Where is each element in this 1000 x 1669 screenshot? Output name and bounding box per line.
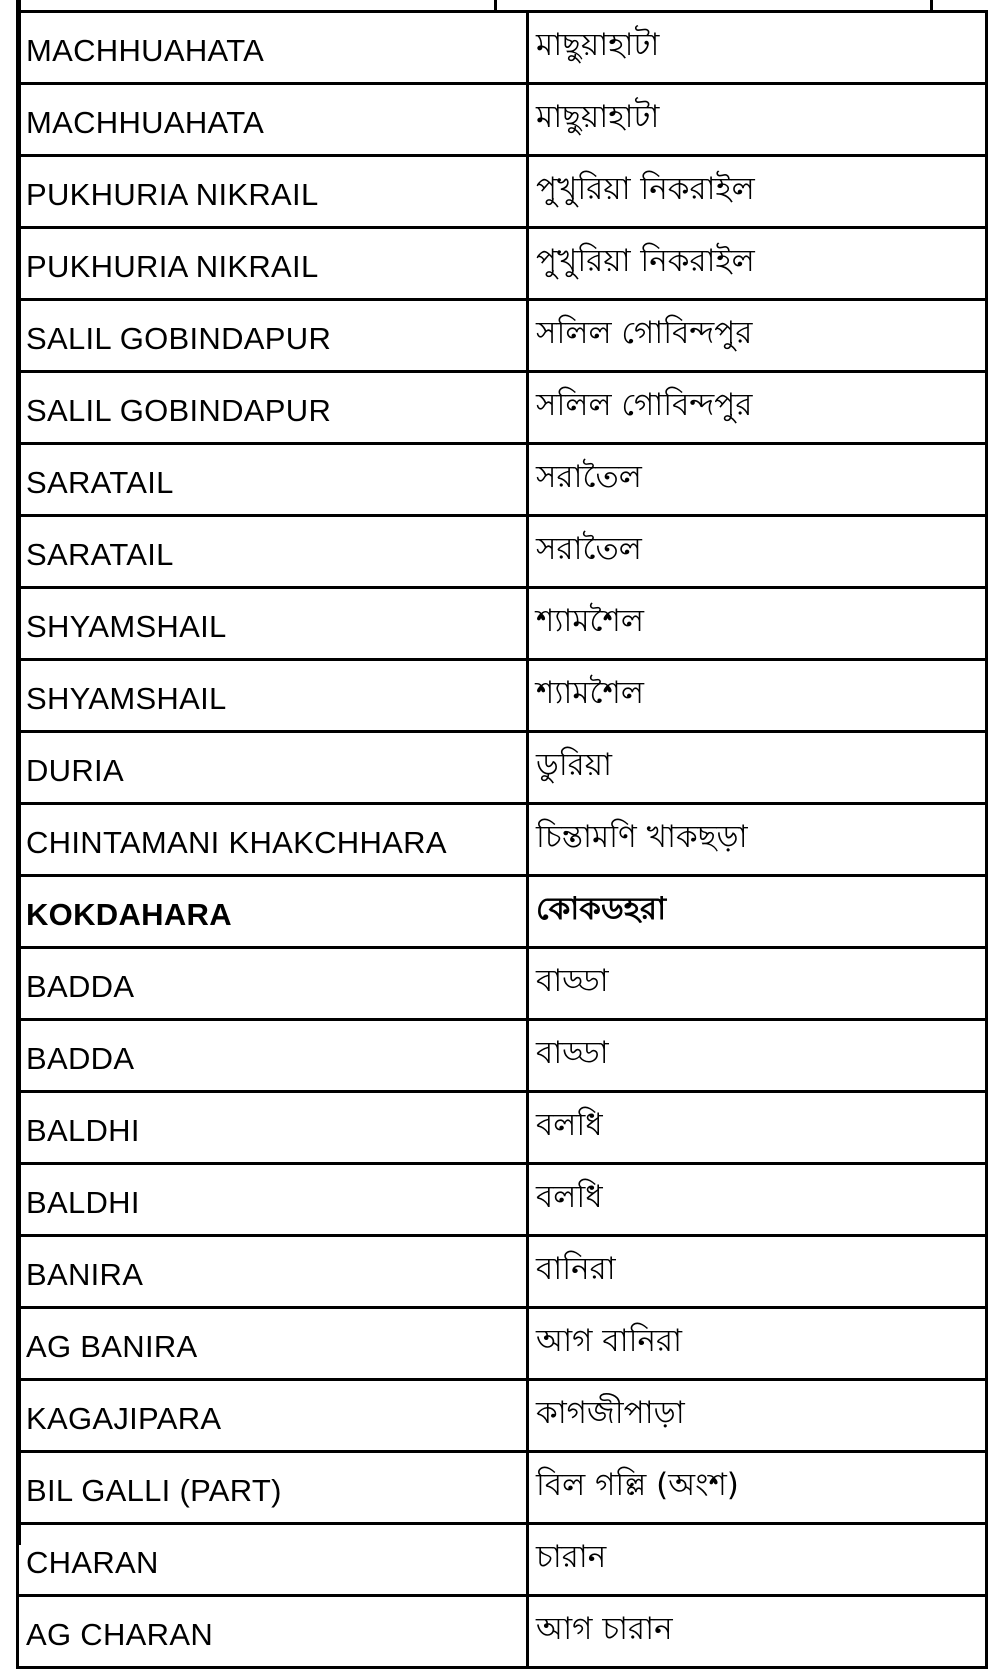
village-name-english: BALDHI — [18, 1164, 528, 1236]
village-name-bengali: আগ বানিরা — [528, 1308, 987, 1380]
table-row — [18, 1164, 987, 1236]
village-name-english: AG BANIRA — [18, 1308, 528, 1380]
village-name-bengali: মাছুয়াহাটা — [528, 84, 987, 156]
village-name-bengali: কোকডহরা — [528, 876, 987, 948]
village-name-english: SHYAMSHAIL — [18, 660, 528, 732]
table-row — [18, 948, 987, 1020]
table-row — [18, 1236, 987, 1308]
village-name-bengali: পুখুরিয়া নিকরাইল — [528, 156, 987, 228]
village-name-bengali: আগ চারান — [528, 1596, 987, 1668]
table-row — [18, 1092, 987, 1164]
table-row — [18, 660, 987, 732]
village-name-english: MACHHUAHATA — [18, 12, 528, 84]
village-name-bengali: সলিল গোবিন্দপুর — [528, 372, 987, 444]
table-row — [18, 372, 987, 444]
table-body — [18, 12, 987, 1668]
table-top-continuation — [16, 0, 988, 10]
table-row — [18, 1308, 987, 1380]
village-name-english: DURIA — [18, 732, 528, 804]
table-middle-rule — [494, 0, 497, 10]
village-name-english: PUKHURIA NIKRAIL — [18, 228, 528, 300]
village-name-bengali: সলিল গোবিন্দপুর — [528, 300, 987, 372]
village-name-bengali: মাছুয়াহাটা — [528, 12, 987, 84]
village-name-english: BIL GALLI (PART) — [18, 1452, 528, 1524]
village-name-english: CHARAN — [18, 1524, 528, 1596]
village-name-english: SARATAIL — [18, 516, 528, 588]
village-name-bengali: বিল গল্লি (অংশ) — [528, 1452, 987, 1524]
village-name-english: PUKHURIA NIKRAIL — [18, 156, 528, 228]
village-name-english: AG CHARAN — [18, 1596, 528, 1668]
village-name-english: SALIL GOBINDAPUR — [18, 372, 528, 444]
village-name-english: BANIRA — [18, 1236, 528, 1308]
village-name-english: BALDHI — [18, 1092, 528, 1164]
table-right-rule — [930, 0, 933, 10]
village-name-english: KOKDAHARA — [18, 876, 528, 948]
village-name-bengali: কাগজীপাড়া — [528, 1380, 987, 1452]
village-name-english: SHYAMSHAIL — [18, 588, 528, 660]
village-name-bengali: বাড্ডা — [528, 1020, 987, 1092]
village-name-bengali: শ্যামশৈল — [528, 660, 987, 732]
table-row — [18, 1452, 987, 1524]
table-row — [18, 876, 987, 948]
table-row — [18, 12, 987, 84]
table-row — [18, 516, 987, 588]
village-name-bengali: চারান — [528, 1524, 987, 1596]
village-name-english: SALIL GOBINDAPUR — [18, 300, 528, 372]
table-row — [18, 156, 987, 228]
village-name-english: SARATAIL — [18, 444, 528, 516]
village-name-bengali: ডুরিয়া — [528, 732, 987, 804]
table-row — [18, 732, 987, 804]
village-name-english: BADDA — [18, 1020, 528, 1092]
village-name-english: MACHHUAHATA — [18, 84, 528, 156]
table-row — [18, 228, 987, 300]
table-row — [18, 804, 987, 876]
village-name-bengali: বলধি — [528, 1092, 987, 1164]
village-name-english: BADDA — [18, 948, 528, 1020]
village-name-bengali: বাড্ডা — [528, 948, 987, 1020]
village-name-bengali: বলধি — [528, 1164, 987, 1236]
village-name-bengali: সরাতৈল — [528, 516, 987, 588]
village-name-bengali: বানিরা — [528, 1236, 987, 1308]
table-row — [18, 1380, 987, 1452]
table-row — [18, 1596, 987, 1668]
table-row — [18, 1524, 987, 1596]
table-row — [18, 1020, 987, 1092]
village-name-english: KAGAJIPARA — [18, 1380, 528, 1452]
table-row — [18, 84, 987, 156]
village-name-bengali: চিন্তামণি খাকছড়া — [528, 804, 987, 876]
table-row — [18, 300, 987, 372]
table-row — [18, 588, 987, 660]
table-row — [18, 444, 987, 516]
village-name-bengali: শ্যামশৈল — [528, 588, 987, 660]
village-name-table — [16, 10, 988, 1669]
village-name-bengali: সরাতৈল — [528, 444, 987, 516]
village-name-bengali: পুখুরিয়া নিকরাইল — [528, 228, 987, 300]
village-name-english: CHINTAMANI KHAKCHHARA — [18, 804, 528, 876]
